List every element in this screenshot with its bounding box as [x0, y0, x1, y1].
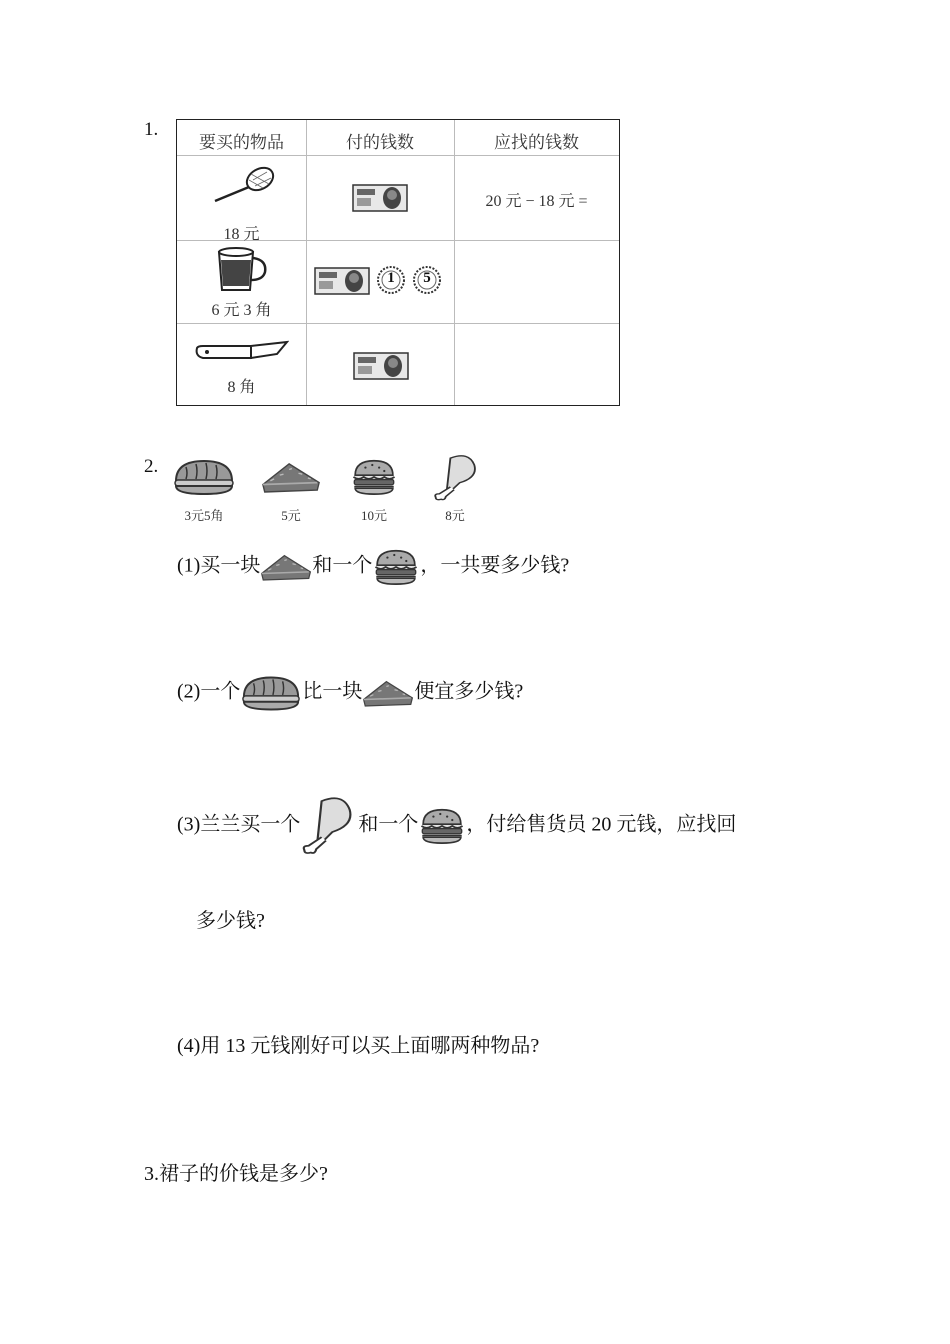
20-yuan-banknote-icon	[352, 184, 408, 212]
sub2-text-a: (2)一个	[177, 680, 241, 703]
pocket-knife-icon	[193, 340, 289, 364]
bread-price: 3元5角	[184, 508, 224, 523]
header-change: 应找的钱数	[494, 133, 579, 152]
sub-question-2	[177, 673, 523, 713]
cake-slice-icon	[362, 676, 414, 710]
sub3-continuation: 多少钱?	[196, 910, 265, 932]
coin-value: 1	[387, 270, 395, 286]
hamburger-icon	[350, 456, 398, 498]
badminton-racket-icon	[209, 164, 277, 204]
sub2-text-b: 比一块	[302, 680, 363, 703]
hamburger-icon	[372, 548, 420, 586]
sub-question-3	[177, 796, 736, 856]
5-yuan-banknote-and-coins-icon	[314, 265, 448, 297]
cake-slice-icon	[261, 459, 321, 495]
chicken-leg-icon	[432, 454, 478, 502]
item-price: 6 元 3 角	[211, 302, 272, 319]
chicken-leg-price: 8元	[445, 508, 465, 523]
sub2-text-c: 便宜多少钱?	[414, 680, 524, 703]
chicken-leg-icon	[300, 796, 354, 856]
mug-icon	[213, 246, 269, 294]
bread-icon	[172, 457, 236, 497]
question-3: 3.裙子的价钱是多少?	[144, 1163, 328, 1185]
hamburger-price: 10元	[360, 508, 387, 523]
sub3-text-a: (3)兰兰买一个	[177, 813, 301, 836]
sub3-text-b: 和一个	[358, 813, 419, 836]
cake-price: 5元	[281, 508, 301, 523]
item-price: 8 角	[227, 379, 256, 396]
cake-slice-icon	[260, 550, 312, 584]
sub1-text-b: 和一个	[312, 554, 373, 577]
sub-question-4: (4)用 13 元钱刚好可以买上面哪两种物品?	[177, 1035, 540, 1057]
bread-icon	[240, 673, 302, 713]
sub1-text-a: (1)买一块	[177, 554, 261, 577]
sub-question-1	[177, 548, 569, 586]
1-yuan-banknote-icon	[353, 352, 409, 380]
item-price: 18 元	[223, 226, 260, 243]
header-paid: 付的钱数	[346, 133, 414, 152]
question-1-number: 1.	[144, 119, 159, 140]
coin-value: 5	[423, 270, 431, 286]
sub1-text-c: ，一共要多少钱?	[420, 554, 570, 577]
header-item: 要买的物品	[199, 133, 284, 152]
sub3-text-c: ，付给售货员 20 元钱，应找回	[466, 813, 737, 836]
hamburger-icon	[418, 807, 466, 845]
question-2-number: 2.	[144, 456, 159, 477]
shopping-table	[176, 119, 620, 406]
change-expression: 20 元 − 18 元 =	[485, 193, 588, 210]
